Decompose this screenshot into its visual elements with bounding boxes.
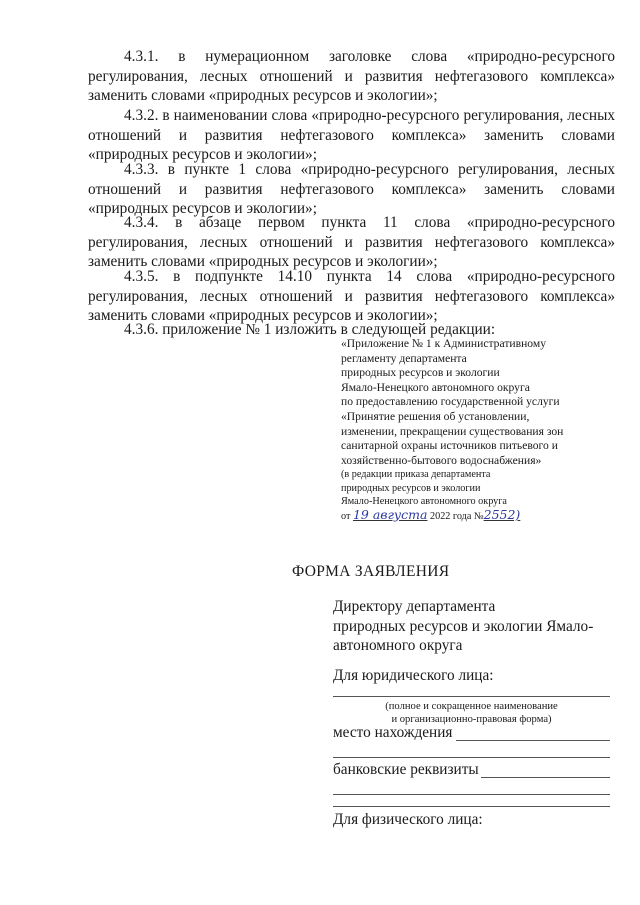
paragraph-4-3-5 [88, 267, 615, 326]
edition-line: (в редакции приказа департамента [341, 469, 491, 481]
appendix-line: по предоставлению государственной услуги [341, 395, 560, 409]
appendix-line: изменении, прекращении существования зон [341, 424, 564, 438]
paragraph-number: 4.3.3. [124, 161, 159, 178]
individual-label: Для физического лица: [333, 811, 483, 828]
paragraph-4-3-2 [88, 106, 615, 165]
paragraph-number: 4.3.6. [124, 321, 159, 338]
date-prefix: от [341, 510, 351, 522]
paragraph-text: в пункте 1 слова «природно-ресурсного регулирования, лесных отношений и развития нефтегазового комплекса» заменить словами «природных ресурсов и экологии»; [88, 161, 615, 218]
handwritten-number: 2552) [483, 506, 521, 522]
legal-entity-label: Для юридического лица: [333, 667, 494, 684]
addressee-block [333, 597, 623, 656]
paragraph-4-3-1 [88, 47, 615, 106]
addressee-line: Директору департамента [333, 598, 496, 615]
bank-field-line-3[interactable] [333, 806, 610, 807]
paragraph-text: в наименовании слова «природно-ресурсного регулирования, лесных отношений и развития нефтегазового комплекса» заменить словами «природных ресурсов и экологии»; [88, 107, 615, 164]
paragraph-text: приложение № 1 изложить в следующей редакции: [162, 321, 496, 338]
location-field-line-2[interactable] [333, 757, 610, 758]
appendix-line: Ямало-Ненецкого автономного округа [341, 380, 530, 394]
location-field-line[interactable] [456, 740, 610, 741]
appendix-line: «Приложение № 1 к Административному [341, 337, 546, 350]
paragraph-text: в подпункте 14.10 пункта 14 слова «природно-ресурсного регулирования, лесных отношений и развития нефтегазового комплекса» заменить словами «природных ресурсов и экологии»; [88, 268, 616, 325]
caption-line: и организационно-правовая форма) [391, 714, 552, 726]
paragraph-text: в нумерационном заголовке слова «природно-ресурсного регулирования, лесных отношений и развития нефтегазового комплекса» заменить словами «природных ресурсов и экологии»; [88, 48, 615, 105]
date-year: 2022 года № [430, 510, 484, 522]
paragraph-text: в абзаце первом пункта 11 слова «природно-ресурсного регулирования, лесных отношений и развития нефтегазового комплекса» заменить словами «природных ресурсов и экологии»; [88, 214, 615, 271]
name-field-caption [333, 700, 610, 727]
paragraph-number: 4.3.5. [124, 268, 159, 285]
appendix-heading [341, 337, 616, 523]
appendix-line: санитарной охраны источников питьевого и [341, 439, 558, 453]
paragraph-number: 4.3.1. [124, 48, 159, 65]
appendix-line: регламенту департамента [341, 351, 467, 365]
appendix-line: хозяйственно-бытового водоснабжения» [341, 453, 542, 467]
paragraph-number: 4.3.2. [124, 107, 159, 124]
addressee-line: природных ресурсов и экологии Ямало- [333, 617, 594, 635]
bank-field-line[interactable] [481, 777, 610, 778]
edition-date-line [341, 508, 616, 523]
caption-line: (полное и сокращенное наименование [385, 701, 558, 712]
edition-line: Ямало-Ненецкого автономного округа [341, 495, 507, 507]
name-field-line[interactable] [333, 696, 610, 697]
form-title: ФОРМА ЗАЯВЛЕНИЯ [292, 563, 450, 580]
appendix-line: природных ресурсов и экологии [341, 366, 500, 380]
paragraph-4-3-4 [88, 213, 615, 272]
bank-field-line-2[interactable] [333, 794, 610, 795]
paragraph-number: 4.3.4. [124, 214, 159, 231]
location-label: место нахождения [333, 724, 453, 741]
appendix-line: «Принятие решения об установлении, [341, 409, 530, 423]
edition-line: природных ресурсов и экологии [341, 482, 481, 494]
addressee-line: автономного округа [333, 637, 463, 655]
handwritten-date: 19 августа [352, 506, 428, 522]
paragraph-4-3-3 [88, 160, 615, 219]
bank-details-label: банковские реквизиты [333, 761, 479, 778]
